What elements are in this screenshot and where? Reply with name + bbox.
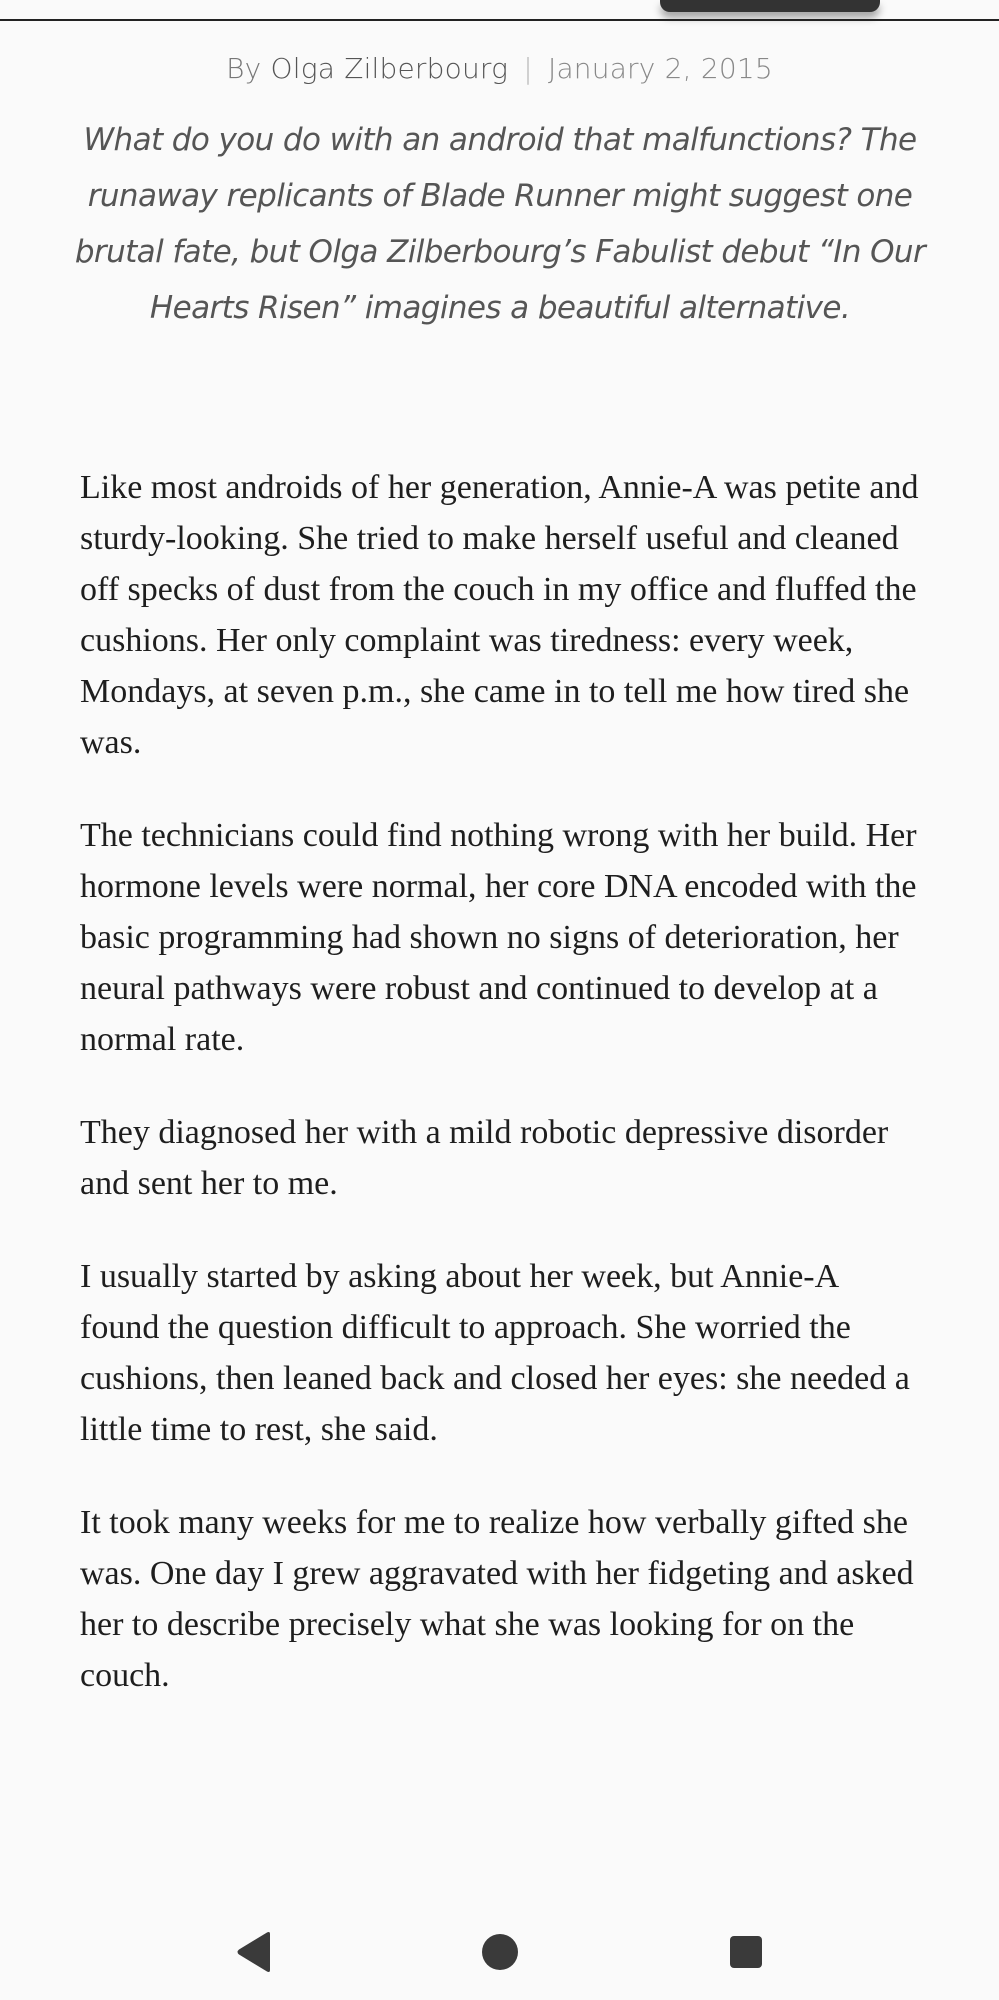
toolbar-tab-shadow	[660, 0, 880, 12]
nav-recents-button[interactable]	[716, 1922, 776, 1982]
system-navigation-bar	[0, 1892, 999, 2000]
byline-date: January 2, 2015	[547, 52, 773, 85]
nav-home-button[interactable]	[470, 1922, 530, 1982]
article-paragraph: They diagnosed her with a mild robotic depressive disorder and sent her to me.	[80, 1114, 889, 1202]
top-divider	[0, 19, 999, 21]
back-triangle-icon	[234, 1930, 274, 1974]
article-paragraph: It took many weeks for me to realize how verbally gifted she was. One day I grew aggravated with her fidgeting and asked her to describe precisely what she was looking for on the couch.	[80, 1504, 914, 1694]
home-circle-icon	[480, 1932, 520, 1972]
byline-separator: |	[523, 52, 533, 85]
top-app-bar-edge	[0, 0, 999, 20]
article-paragraph: The technicians could find nothing wrong with her build. Her hormone levels were normal, her core DNA encoded with the basic programming had shown no signs of deterioration, her neural pathways were robust and continued to develop at a normal rate.	[80, 817, 917, 1058]
article-byline	[0, 52, 999, 85]
byline-author-link[interactable]: Olga Zilberbourg	[270, 52, 509, 85]
article-paragraph: I usually started by asking about her week, but Annie-A found the question difficult to approach. She worried the cushions, then leaned back and closed her eyes: she needed a little time to rest, she said.	[80, 1258, 910, 1448]
nav-back-button[interactable]	[224, 1922, 284, 1982]
article-body	[80, 462, 925, 1892]
article-dek: What do you do with an android that malfunctions? The runaway replicants of Blade Runner might suggest one brutal fate, but Olga Zilberbourg’s Fabulist debut “In Our Hearts Risen” imagines a beautiful alternative.	[74, 122, 926, 326]
byline-by-label: By	[226, 52, 262, 85]
recents-square-icon	[728, 1934, 764, 1970]
article-paragraph: Like most androids of her generation, Annie-A was petite and sturdy-looking. She tried to make herself useful and cleaned off specks of dust from the couch in my office and fluffed the cushions. Her only complaint was tiredness: every week, Mondays, at seven p.m., she came in to tell me how tired she was.	[80, 469, 919, 761]
